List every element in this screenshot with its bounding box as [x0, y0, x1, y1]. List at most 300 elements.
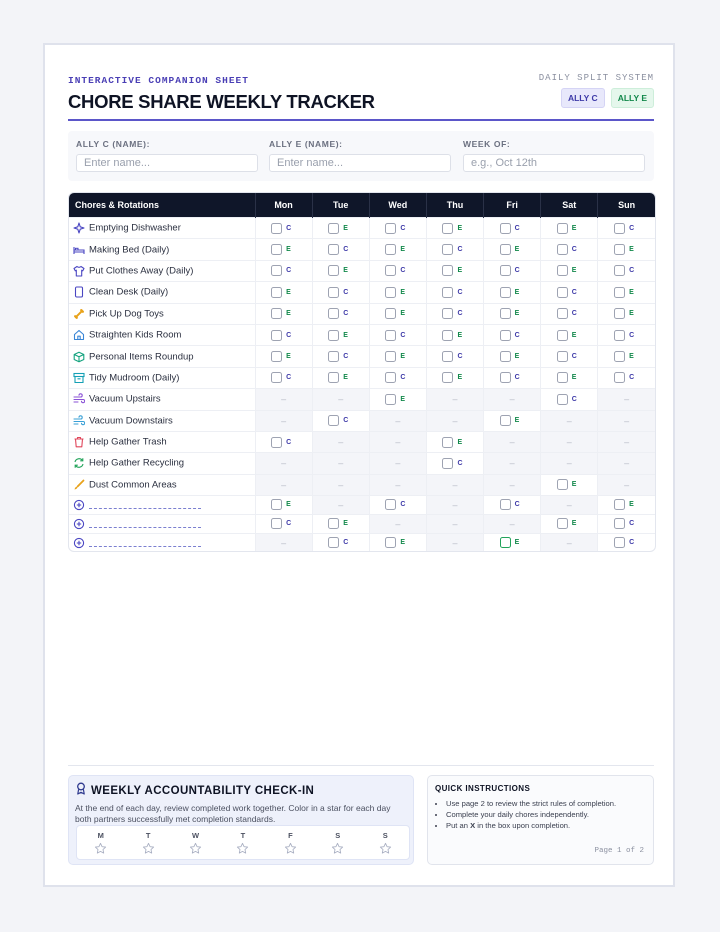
title-rule — [68, 119, 654, 121]
rest-cell: – — [426, 514, 483, 533]
assignment-cell — [312, 533, 369, 551]
assignment-cell — [541, 282, 598, 303]
chore-name: Tidy Mudroom (Daily) — [89, 372, 180, 384]
completion-checkbox[interactable] — [442, 223, 453, 234]
assignment-cell — [598, 282, 655, 303]
assignment-cell — [369, 239, 426, 260]
chore-cell — [69, 533, 255, 551]
completion-checkbox[interactable] — [328, 265, 339, 276]
completion-checkbox[interactable] — [614, 287, 625, 298]
ally-tag: C — [514, 374, 520, 382]
assignment-cell — [255, 303, 312, 324]
ally-tag: C — [629, 374, 635, 382]
completion-checkbox[interactable] — [385, 372, 396, 383]
completion-checkbox[interactable] — [500, 499, 511, 510]
chore-cell — [69, 260, 255, 281]
assignment-cell — [541, 514, 598, 533]
checkin-title: WEEKLY ACCOUNTABILITY CHECK-IN — [91, 785, 315, 797]
completion-checkbox[interactable] — [614, 372, 625, 383]
ally-tag: C — [286, 331, 292, 339]
completion-checkbox[interactable] — [328, 330, 339, 341]
assignment-cell — [484, 496, 541, 515]
assignment-cell — [369, 346, 426, 367]
chore-cell — [69, 496, 255, 515]
box-icon — [73, 351, 85, 363]
ally-tag: C — [286, 267, 292, 275]
ally-tag: E — [457, 267, 463, 275]
table-row — [69, 218, 655, 239]
ally-tag: C — [629, 331, 635, 339]
ally-tag: C — [571, 395, 577, 403]
completion-checkbox[interactable] — [271, 372, 282, 383]
custom-chore-blank[interactable] — [89, 519, 201, 528]
assignment-cell — [541, 239, 598, 260]
assignment-cell — [426, 260, 483, 281]
accountability-checkin — [68, 775, 414, 865]
completion-checkbox[interactable] — [271, 518, 282, 529]
completion-checkbox[interactable] — [442, 265, 453, 276]
completion-checkbox[interactable] — [442, 372, 453, 383]
assignment-cell — [426, 324, 483, 345]
ally-tag: C — [343, 246, 349, 254]
completion-checkbox[interactable] — [557, 244, 568, 255]
assignment-cell — [484, 324, 541, 345]
ally-tag: C — [400, 267, 406, 275]
rest-cell: – — [312, 389, 369, 410]
ally-tag: C — [400, 501, 406, 509]
ally-tag: E — [286, 288, 291, 296]
assignment-cell — [255, 260, 312, 281]
custom-chore-blank[interactable] — [89, 500, 201, 509]
ally-tag: E — [629, 353, 634, 361]
assignment-cell — [369, 260, 426, 281]
completion-checkbox[interactable] — [614, 351, 625, 362]
day-header-thu: Thu — [426, 193, 483, 218]
ally-tag: E — [457, 438, 463, 446]
checkin-day — [142, 831, 155, 855]
completion-checkbox[interactable] — [557, 394, 568, 405]
assignment-cell — [255, 367, 312, 388]
completion-checkbox[interactable] — [557, 287, 568, 298]
rest-cell: – — [426, 410, 483, 431]
rest-cell: – — [426, 533, 483, 551]
ally-tag: E — [286, 246, 291, 254]
plus-circle-icon[interactable] — [73, 537, 85, 549]
ally-tag: C — [457, 310, 463, 318]
ally-tag: E — [343, 224, 348, 232]
completion-checkbox[interactable] — [442, 287, 453, 298]
rest-cell: – — [484, 453, 541, 474]
assignment-cell — [255, 218, 312, 239]
completion-checkbox[interactable] — [271, 244, 282, 255]
wind-icon — [73, 393, 85, 405]
rest-cell: – — [541, 533, 598, 551]
completion-checkbox[interactable] — [442, 330, 453, 341]
chore-name: Vacuum Upstairs — [89, 393, 161, 405]
completion-checkbox[interactable] — [500, 372, 511, 383]
rest-cell: – — [369, 514, 426, 533]
assignment-cell — [598, 514, 655, 533]
checkin-day-label: M — [97, 830, 104, 840]
assignment-cell — [426, 282, 483, 303]
chore-cell — [69, 239, 255, 260]
day-header-sat: Sat — [541, 193, 598, 218]
assignment-cell — [598, 496, 655, 515]
table-row — [69, 303, 655, 324]
assignment-cell — [255, 514, 312, 533]
assignment-cell — [541, 346, 598, 367]
ally-tag: E — [400, 310, 406, 318]
completion-checkbox[interactable] — [271, 308, 282, 319]
assignment-cell — [541, 367, 598, 388]
day-header-sun: Sun — [598, 193, 655, 218]
checkin-day-label: S — [382, 830, 388, 840]
ally-e-name-input[interactable] — [269, 154, 451, 172]
table-row — [69, 410, 655, 431]
ally-tag: C — [286, 438, 292, 446]
completion-checkbox[interactable] — [442, 437, 453, 448]
ally-e-field — [269, 139, 451, 172]
checkin-day — [94, 831, 107, 855]
assignment-cell — [484, 239, 541, 260]
ally-tag: C — [629, 224, 635, 232]
ally-tag: C — [514, 267, 520, 275]
assignment-cell — [312, 218, 369, 239]
ally-tag: C — [514, 501, 520, 509]
completion-checkbox[interactable] — [328, 287, 339, 298]
table-row — [69, 496, 655, 515]
completion-checkbox[interactable] — [385, 265, 396, 276]
completion-checkbox[interactable] — [385, 287, 396, 298]
completion-checkbox[interactable] — [557, 479, 568, 490]
completion-checkbox[interactable] — [271, 223, 282, 234]
chore-name: Help Gather Recycling — [89, 457, 185, 469]
star-icon[interactable] — [189, 842, 202, 855]
checkin-day — [189, 831, 202, 855]
assignment-cell — [484, 218, 541, 239]
assignment-cell — [426, 346, 483, 367]
ally-tag: E — [400, 539, 406, 547]
chores-header: Chores & Rotations — [69, 193, 255, 218]
completion-checkbox[interactable] — [614, 330, 625, 341]
chore-name: Straighten Kids Room — [89, 329, 182, 341]
table-row — [69, 474, 655, 495]
day-header-mon: Mon — [255, 193, 312, 218]
completion-checkbox[interactable] — [557, 308, 568, 319]
shirt-icon — [73, 265, 85, 277]
completion-checkbox[interactable] — [500, 537, 511, 548]
completion-checkbox[interactable] — [271, 351, 282, 362]
ally-tag: C — [571, 310, 577, 318]
day-header-tue: Tue — [312, 193, 369, 218]
ally-tag: C — [571, 246, 577, 254]
assignment-cell — [312, 303, 369, 324]
completion-checkbox[interactable] — [385, 499, 396, 510]
system-label: DAILY SPLIT SYSTEM — [538, 73, 654, 83]
assignment-cell — [541, 218, 598, 239]
assignment-cell — [541, 324, 598, 345]
day-header-wed: Wed — [369, 193, 426, 218]
star-icon[interactable] — [379, 842, 392, 855]
week-of-input[interactable] — [463, 154, 645, 172]
completion-checkbox[interactable] — [500, 223, 511, 234]
assignment-cell — [598, 324, 655, 345]
rest-cell: – — [312, 474, 369, 495]
completion-checkbox[interactable] — [385, 223, 396, 234]
ally-tag: E — [400, 353, 406, 361]
name-fields-bar — [68, 131, 654, 181]
ally-tag: E — [286, 310, 291, 318]
ally-tag: E — [457, 374, 463, 382]
completion-checkbox[interactable] — [385, 394, 396, 405]
checkin-day — [236, 831, 249, 855]
completion-checkbox[interactable] — [385, 308, 396, 319]
assignment-cell — [255, 282, 312, 303]
rest-cell: – — [598, 410, 655, 431]
ally-tag: E — [571, 331, 577, 339]
ally-tag: C — [457, 459, 463, 467]
assignment-cell — [598, 367, 655, 388]
checkin-day-label: S — [335, 830, 341, 840]
ally-tag: E — [514, 353, 520, 361]
completion-checkbox[interactable] — [614, 265, 625, 276]
bed-icon — [73, 244, 85, 256]
ally-tag: C — [457, 246, 463, 254]
chore-cell — [69, 346, 255, 367]
checkin-day-label: F — [288, 830, 293, 840]
rest-cell: – — [484, 431, 541, 452]
ally-e-badge: ALLY E — [611, 88, 654, 108]
assignment-cell — [369, 389, 426, 410]
rest-cell: – — [426, 474, 483, 495]
assignment-cell — [426, 239, 483, 260]
rest-cell: – — [541, 453, 598, 474]
completion-checkbox[interactable] — [557, 372, 568, 383]
chore-cell — [69, 453, 255, 474]
rest-cell: – — [312, 431, 369, 452]
rest-cell: – — [312, 453, 369, 474]
assignment-cell — [426, 367, 483, 388]
completion-checkbox[interactable] — [557, 265, 568, 276]
assignment-cell — [484, 260, 541, 281]
home-icon — [73, 329, 85, 341]
rest-cell: – — [312, 496, 369, 515]
rest-cell: – — [484, 514, 541, 533]
table-row — [69, 514, 655, 533]
instructions-list — [435, 798, 646, 831]
completion-checkbox[interactable] — [500, 244, 511, 255]
completion-checkbox[interactable] — [328, 351, 339, 362]
assignment-cell — [426, 431, 483, 452]
ally-tag: E — [457, 224, 463, 232]
table-row — [69, 346, 655, 367]
completion-checkbox[interactable] — [557, 330, 568, 341]
chore-name: Emptying Dishwasher — [89, 222, 181, 234]
ally-c-badge: ALLY C — [561, 88, 605, 108]
ally-e-label: ALLY E (NAME): — [269, 139, 343, 149]
assignment-cell — [484, 533, 541, 551]
ally-tag: C — [629, 539, 635, 547]
completion-checkbox[interactable] — [271, 330, 282, 341]
completion-checkbox[interactable] — [271, 287, 282, 298]
completion-checkbox[interactable] — [385, 244, 396, 255]
ally-tag: E — [629, 310, 634, 318]
assignment-cell — [541, 303, 598, 324]
completion-checkbox[interactable] — [614, 223, 625, 234]
completion-checkbox[interactable] — [500, 330, 511, 341]
assignment-cell — [312, 367, 369, 388]
completion-checkbox[interactable] — [328, 415, 339, 426]
completion-checkbox[interactable] — [271, 265, 282, 276]
ally-tag: E — [629, 501, 634, 509]
assignment-cell — [369, 496, 426, 515]
assignment-cell — [426, 453, 483, 474]
completion-checkbox[interactable] — [328, 223, 339, 234]
rest-cell: – — [369, 474, 426, 495]
ally-tag: C — [571, 353, 577, 361]
completion-checkbox[interactable] — [557, 351, 568, 362]
instruction-prefix: Put an — [446, 821, 471, 830]
completion-checkbox[interactable] — [500, 415, 511, 426]
assignment-cell — [541, 389, 598, 410]
completion-checkbox[interactable] — [385, 537, 396, 548]
chore-cell — [69, 324, 255, 345]
ally-tag: C — [343, 288, 349, 296]
star-icon[interactable] — [284, 842, 297, 855]
rest-cell: – — [255, 389, 312, 410]
ally-tag: E — [343, 520, 348, 528]
assignment-cell — [369, 303, 426, 324]
completion-checkbox[interactable] — [500, 351, 511, 362]
completion-checkbox[interactable] — [442, 244, 453, 255]
instruction-suffix: in the box upon completion. — [475, 821, 571, 830]
ally-tag: E — [343, 374, 348, 382]
ally-tag: E — [571, 224, 577, 232]
assignment-cell — [312, 260, 369, 281]
rest-cell: – — [369, 410, 426, 431]
rest-cell: – — [426, 496, 483, 515]
star-icon[interactable] — [94, 842, 107, 855]
completion-checkbox[interactable] — [557, 518, 568, 529]
assignment-cell — [484, 303, 541, 324]
star-icon[interactable] — [331, 842, 344, 855]
ally-tag: E — [629, 246, 634, 254]
checkin-day-label: W — [192, 830, 200, 840]
ally-tag: C — [514, 224, 520, 232]
completion-checkbox[interactable] — [614, 499, 625, 510]
completion-checkbox[interactable] — [614, 244, 625, 255]
table-row — [69, 533, 655, 551]
completion-checkbox[interactable] — [614, 518, 625, 529]
star-icon[interactable] — [236, 842, 249, 855]
chore-cell — [69, 282, 255, 303]
completion-checkbox[interactable] — [385, 351, 396, 362]
instruction-item — [446, 820, 646, 831]
completion-checkbox[interactable] — [328, 537, 339, 548]
archive-icon — [73, 372, 85, 384]
plus-circle-icon[interactable] — [73, 499, 85, 511]
table-row — [69, 282, 655, 303]
completion-checkbox[interactable] — [500, 308, 511, 319]
custom-chore-blank[interactable] — [89, 538, 201, 547]
grid-header-row — [69, 193, 655, 218]
bone-icon — [73, 308, 85, 320]
assignment-cell — [369, 367, 426, 388]
chore-cell — [69, 474, 255, 495]
completion-checkbox[interactable] — [328, 372, 339, 383]
assignment-cell — [312, 282, 369, 303]
completion-checkbox[interactable] — [500, 287, 511, 298]
rest-cell: – — [541, 410, 598, 431]
completion-checkbox[interactable] — [614, 308, 625, 319]
assignment-cell — [484, 346, 541, 367]
completion-checkbox[interactable] — [328, 244, 339, 255]
chore-cell — [69, 218, 255, 239]
completion-checkbox[interactable] — [385, 330, 396, 341]
assignment-cell — [255, 496, 312, 515]
assignment-cell — [541, 474, 598, 495]
week-label: WEEK OF: — [463, 139, 511, 149]
chore-cell — [69, 410, 255, 431]
assignment-cell — [598, 303, 655, 324]
ally-tag: C — [286, 520, 292, 528]
wind-icon — [73, 415, 85, 427]
chore-cell — [69, 303, 255, 324]
completion-checkbox[interactable] — [328, 518, 339, 529]
completion-checkbox[interactable] — [500, 265, 511, 276]
completion-checkbox[interactable] — [442, 308, 453, 319]
ally-c-label: ALLY C (NAME): — [76, 139, 151, 149]
assignment-cell — [369, 324, 426, 345]
ally-tag: C — [457, 288, 463, 296]
ally-tag: C — [629, 267, 635, 275]
assignment-cell — [598, 533, 655, 551]
completion-checkbox[interactable] — [442, 458, 453, 469]
ally-tag: C — [457, 353, 463, 361]
completion-checkbox[interactable] — [442, 351, 453, 362]
ally-tag: E — [571, 374, 577, 382]
completion-checkbox[interactable] — [557, 223, 568, 234]
ally-c-name-input[interactable] — [76, 154, 258, 172]
ally-tag: C — [400, 331, 406, 339]
sparkle-icon — [73, 222, 85, 234]
assignment-cell — [255, 324, 312, 345]
ally-tag: E — [286, 501, 291, 509]
completion-checkbox[interactable] — [328, 308, 339, 319]
ally-tag: E — [571, 267, 577, 275]
award-icon — [75, 782, 87, 800]
assignment-cell — [255, 239, 312, 260]
ally-tag: E — [571, 520, 577, 528]
plus-circle-icon[interactable] — [73, 518, 85, 530]
completion-checkbox[interactable] — [271, 437, 282, 448]
ally-tag: E — [514, 539, 520, 547]
grid-body — [69, 218, 655, 552]
ally-tag: E — [286, 353, 291, 361]
ally-tag: C — [343, 417, 349, 425]
rest-cell: – — [255, 474, 312, 495]
ally-tag: C — [343, 310, 349, 318]
completion-checkbox[interactable] — [614, 537, 625, 548]
star-icon[interactable] — [142, 842, 155, 855]
rest-cell: – — [369, 431, 426, 452]
assignment-cell — [255, 431, 312, 452]
checkin-day-label: T — [145, 830, 151, 840]
ally-tag: E — [400, 395, 406, 403]
ally-tag: E — [400, 288, 406, 296]
completion-checkbox[interactable] — [271, 499, 282, 510]
ally-tag: E — [343, 331, 348, 339]
